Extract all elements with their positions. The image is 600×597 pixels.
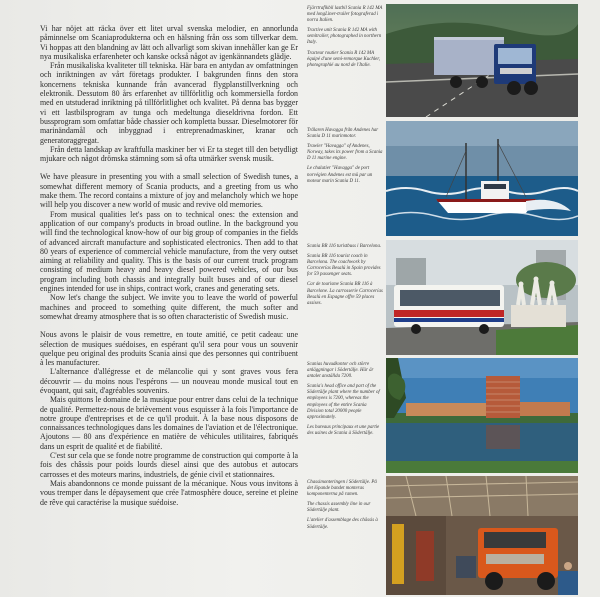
caption-text: L'atelier d'assemblage des châssis à Södertälje. xyxy=(307,518,378,530)
caption-text: Car de tourisme Scania BR 116 à Barcelone. La carrosserie Carrocerías Besalú en Espagne offre 59 places assises. xyxy=(307,282,383,306)
assembly-caption xyxy=(307,480,383,535)
factory-caption xyxy=(307,362,383,441)
truck-photo xyxy=(386,4,578,117)
bus-photo xyxy=(386,240,578,355)
paragraph: Mais quittons le domaine de la musique pour entrer dans celui de la technique de qualité. Permettez-nous de brièvement vous esquisser à la fois l'importance de notre groupe d'entreprises et de ce qu'il produit. À la base nous disposons de connaissances technologiques dans les domaines de l'aviation et de l'électronique. Ajoutons — 80 ans d'expérience en matière de véhicules utilitaires, fabriqués dans un esprit de qualité et de fiabilité. xyxy=(40,395,298,451)
paragraph: Now let's change the subject. We invite you to leave the world of powerful machines and proceed to something quite different, the much softer and somewhat dreamy atmosphere that is so often characteristic of Swedish music. xyxy=(40,293,298,321)
boat-photo xyxy=(386,121,578,236)
paragraph: Mais abandonnons ce monde puissant de la mécanique. Nous vous invitons à vous tremper dans le dépaysement que crée l'atmosphère douce, sereine et pleine de rêve qui caractérise la musique suédoise. xyxy=(40,478,298,507)
paragraph: L'alternance d'allégresse et de mélancolie qui y sont graves vous fera découvrir — du moins nous l'espérons — un nouveau monde musical tout en évoquant, qui sait, d'agréables souvenirs. xyxy=(40,367,298,395)
caption-text: The chassis assembly line in our Södertälje plant. xyxy=(307,502,371,514)
bus-caption xyxy=(307,244,383,311)
factory-photo xyxy=(386,358,578,473)
paragraph: Nous avons le plaisir de vous remettre, en toute amitié, ce petit cadeau: une sélection de musiques suédoises, en espérant qu'il sera pour vous un souvenir quelque peu original des produits Scania ainsi que des personnes qui contribuent à les manufacturer. xyxy=(40,330,298,368)
english-section xyxy=(40,172,298,321)
caption-text: Trawler "Havagga" of Andenes, Norway, takes its power from a Scania D 11 marine engine. xyxy=(307,144,383,162)
caption-text: Les bureaux principaux et une partie des usines de Scania à Södertälje. xyxy=(307,424,380,436)
french-section xyxy=(40,330,298,507)
caption-text: Scania BR 116 tourist coach in Barcelona. The coachwork by Carrocerías Besalú in Spain provides for 59 passenger seats. xyxy=(307,254,381,278)
paragraph: From musical qualities let's pass on to technical ones: the extension and application of our company's products in broad outline. In the background you will find the technological know-how of our big group of companies in the fields of advanced aircraft manufacture and sophisticated electronics. Then add to that 80 years of experience of commercial vehicle manufacture, from the very outset aiming at reliability and quality. This is the basis of our current truck program consisting of medium heavy and heavy diesel powered vehicles, of our bus program including both chassis and integrally built buses and of our diesel engines intended for use in ships, contract work, cranes and generating sets. xyxy=(40,209,298,294)
caption-text: Scania BR 116 turistbuss i Barcelona. xyxy=(307,244,382,249)
caption-text: Le chalutier "Havagga" de port norvégien Andenes est mû par un moteur marin Scania D 11. xyxy=(307,166,373,184)
caption-column xyxy=(307,0,383,597)
paragraph: Från musikaliska kvaliteter till tekniska. Här bara en antydan av omfattningen och inriktningen av vårt företags produkter. I bakgrunden finns den stora koncernens tekniska kunnande från avancerad flygplanstillverkning och elektronik. Dessutom 80 års erfarenhet av tillförlitlig och kommersiella fordon med en utstuderad inriktning på tillförlitlighet och kvalitet. På denna bas bygger vi ett lastbilsprogram av tunga och medeltunga dieseldrivna fordon. Ett bussprogram som omfattar både chassier och kompletta bussar. Dieselmotorer för marinändamål och inbyggnad i entreprenadmaskiner, kranar och generatoraggregat. xyxy=(40,61,298,145)
caption-text: Trålaren Havagga från Andenes har Scania D 11 marinmotor. xyxy=(307,128,379,140)
paragraph: C'est sur cela que se fonde notre programme de construction qui comporte à la fois des châssis pour poids lourds diesel ainsi que des autobus et autocars carrosses et des moteurs marins, industriels, de génie civil et stationnaires. xyxy=(40,451,298,479)
caption-text: Scania's head office and part of the Södertälje plant where the number of employees is 7200, whereas the employees of the entire Scania Division total 20000 people approximately. xyxy=(307,384,380,420)
caption-text: Chassimonteringen i Södertälje. På det löpande bandet monteras komponenterna på ramen. xyxy=(307,480,377,498)
paragraph: We have pleasure in presenting you with a small selection of Swedish tunes, a somewhat different memory of Scania products, and a greeting from us who make them. The record contains a mixture of joy and melancholy which we hope will help you discover a new world of music and revive old memories. xyxy=(40,172,298,210)
paragraph: Från detta landskap av kraftfulla maskiner ber vi Er ta steget till den betydligt mjukare och något drömska stämning som så ofta utmärker svensk musik. xyxy=(40,144,298,164)
swedish-section xyxy=(40,24,298,163)
caption-text: Tractive unit Scania R 142 MA with semitrailer, photographed in northern Italy. xyxy=(307,28,382,46)
truck-caption xyxy=(307,6,383,73)
caption-text: Tracteur routier Scania R 142 MA équipé d'une semi-remorque Kuchler, photographié au nord de l'Italie. xyxy=(307,50,380,68)
paragraph: Vi har nöjet att räcka över ett litet urval svenska melodier, en annorlunda påminnelse om Scaniaprodukterna och en hälsning från oss som tillverkar dem. Vi hoppas att den blandning av lätt och allvarligt som skivan innehåller kan ge Er nya musikaliska erfarenheter och kanske också något av igenkännandets glädje. xyxy=(40,24,298,61)
boat-caption xyxy=(307,128,383,189)
main-text-column xyxy=(40,24,298,516)
caption-text: Scanias huvudkontor och större anläggningar i Södertälje. Här är antalet anställda 7200. xyxy=(307,362,374,380)
assembly-photo xyxy=(386,476,578,595)
caption-text: Fjärrtrafikbil lastbil Scania R 142 MA med longLiner-trailer fotograferad i norra Italien. xyxy=(307,6,383,24)
